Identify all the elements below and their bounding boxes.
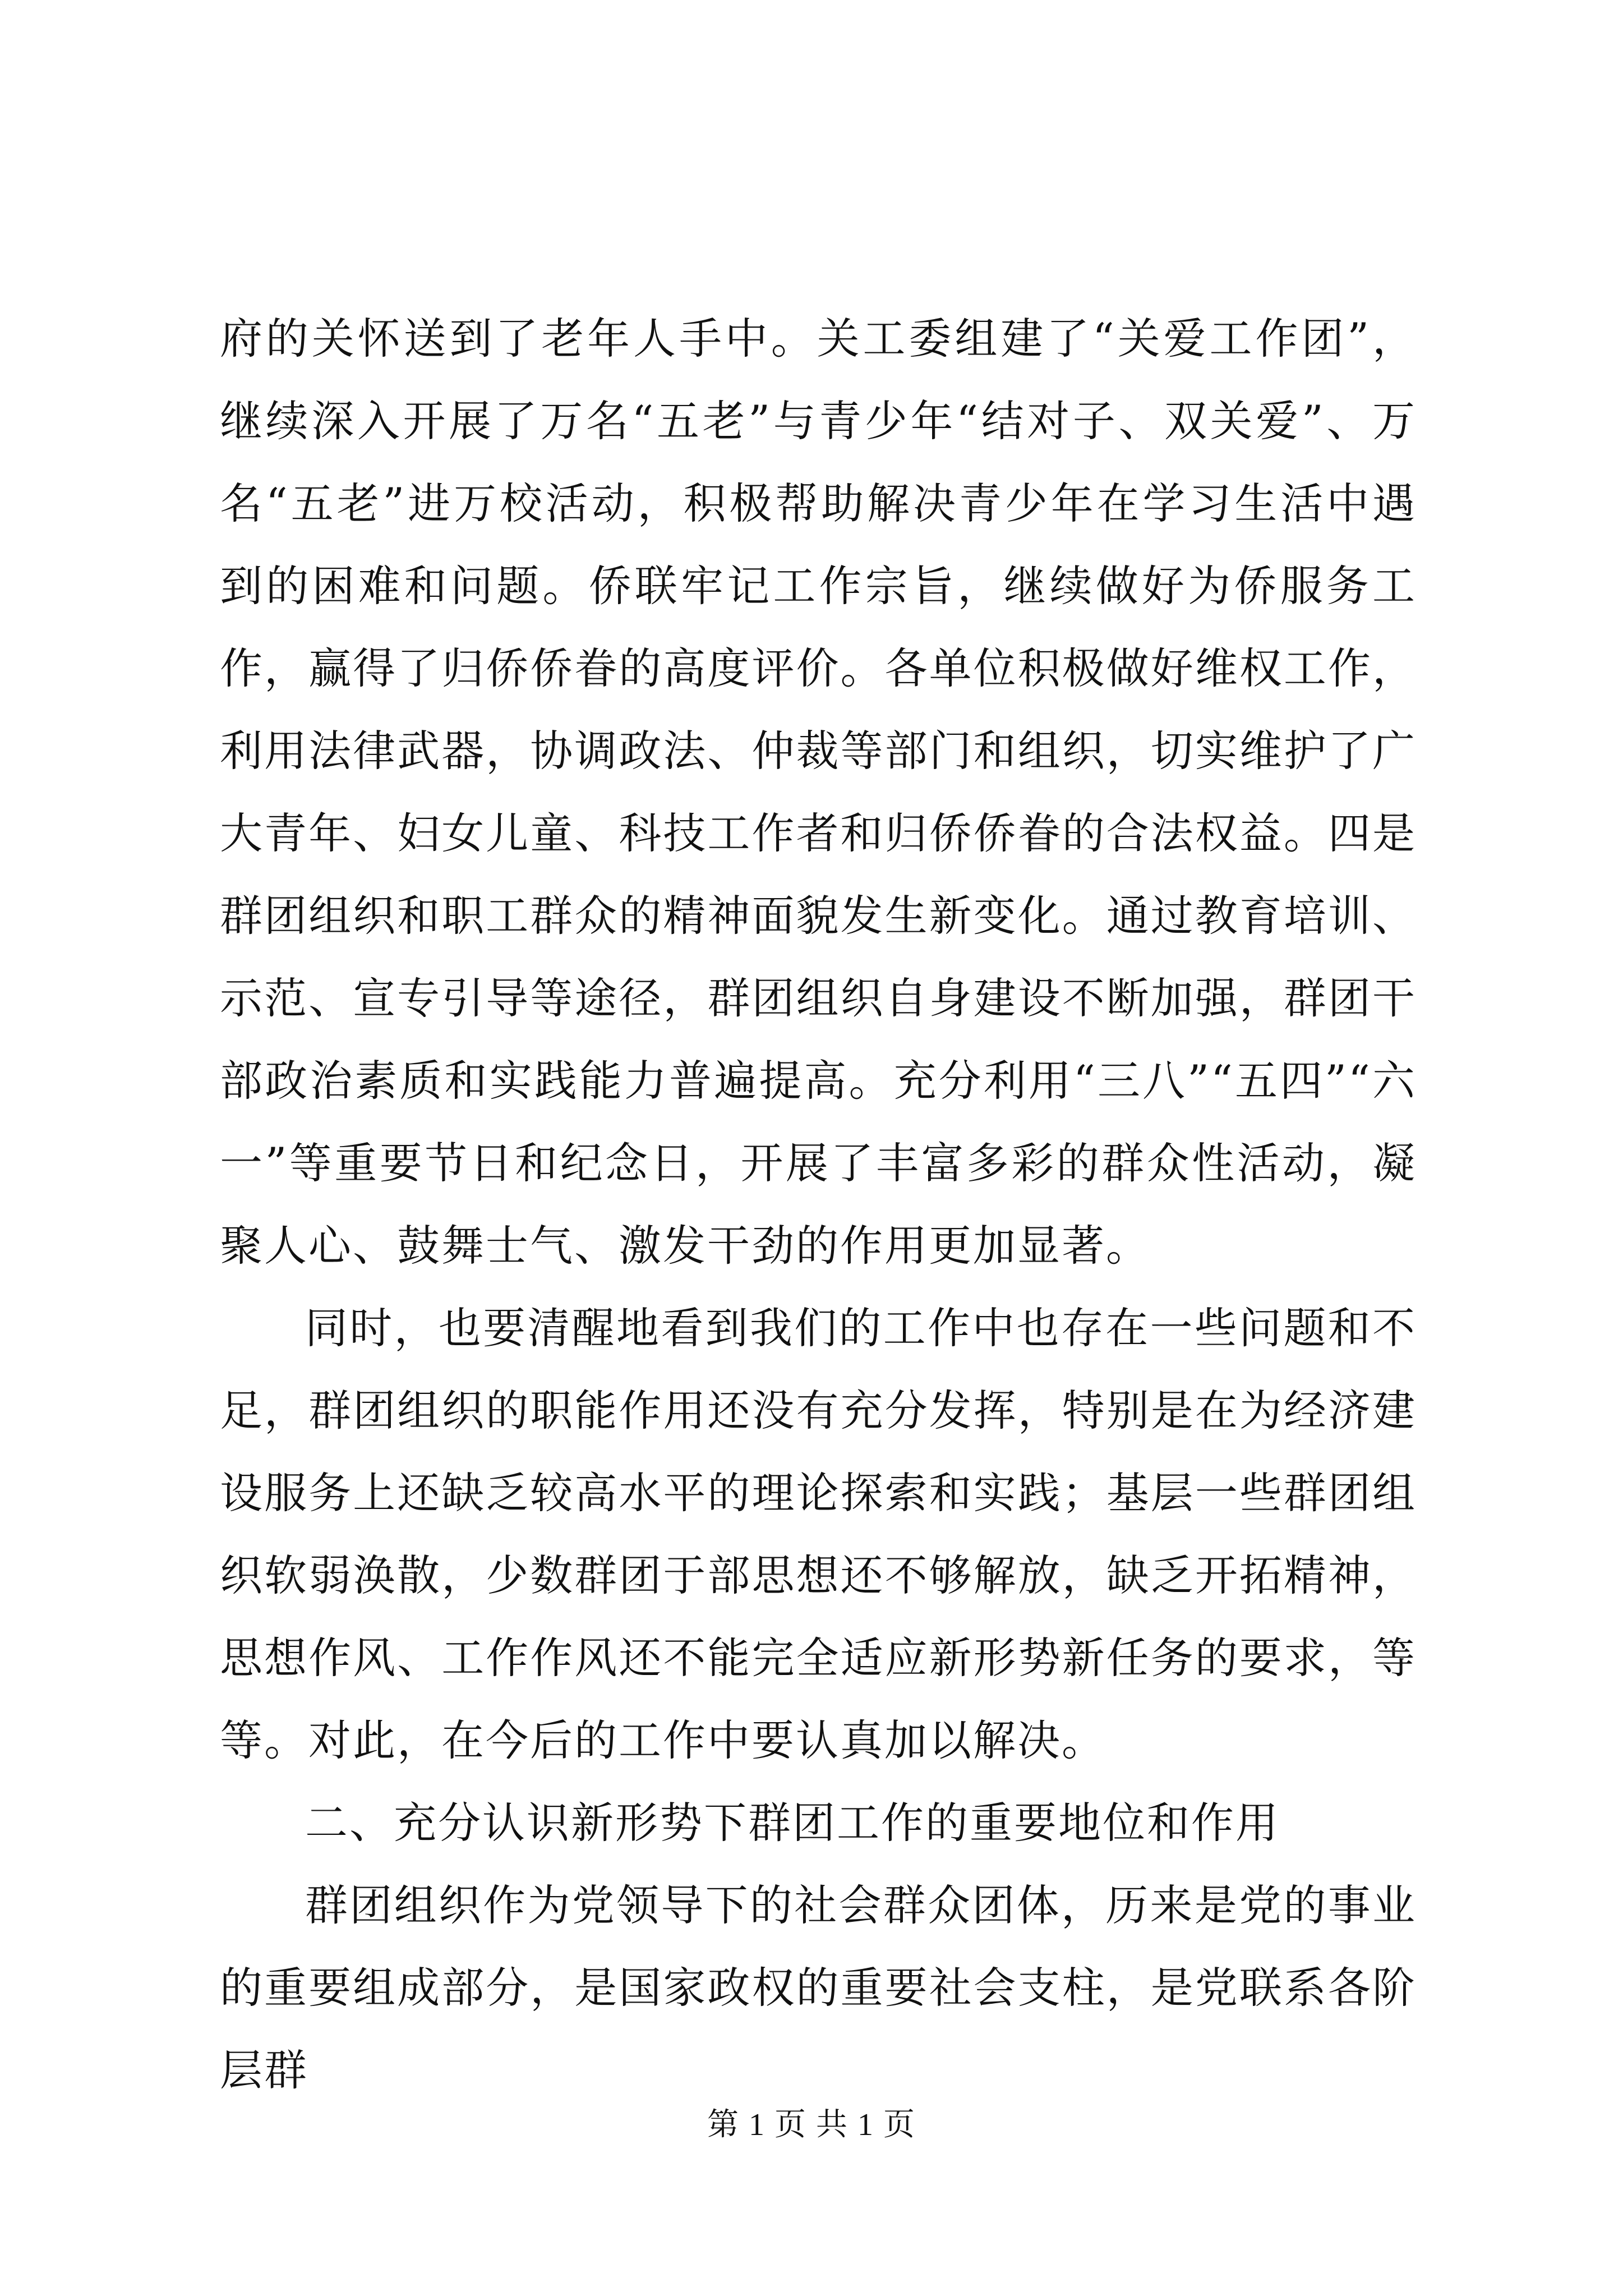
body-paragraph-3: 群团组织作为党领导下的社会群众团体，历来是党的事业的重要组成部分，是国家政权的重要社会支柱，是党联系各阶层群 [220, 1880, 1417, 2095]
page-footer: 第 1 页 共 1 页 [707, 2108, 916, 2142]
document-body [220, 297, 1417, 2111]
body-paragraph-1: 府的关怀送到了老年人手中。关工委组建了“关爱工作团”，继续深入开展了万名“五老”与青少年“结对子、双关爱”、万名“五老”进万校活动，积极帮助解决青少年在学习生活中遇到的困难和问题。侨联牢记工作宗旨，继续做好为侨服务工作，赢得了归侨侨眷的高度评价。各单位积极做好维权工作，利用法律武器，协调政法、仲裁等部门和组织，切实维护了广大青年、妇女儿童、科技工作者和归侨侨眷的合法权益。四是群团组织和职工群众的精神面貌发生新变化。通过教育培训、示范、宣专引导等途径，群团组织自身建设不断加强，群团干部政治素质和实践能力普遍提高。充分利用“三八”“五四”“六一”等重要节日和纪念日，开展了丰富多彩的群众性活动，凝聚人心、鼓舞士气、激发干劲的作用更加显著。 [220, 314, 1417, 1271]
section-heading: 二、充分认识新形势下群团工作的重要地位和作用 [305, 1798, 1280, 1848]
body-paragraph-2: 同时，也要清醒地看到我们的工作中也存在一些问题和不足，群团组织的职能作用还没有充分发挥，特别是在为经济建设服务上还缺乏较高水平的理论探索和实践；基层一些群团组织软弱涣散，少数群团于部思想还不够解放，缺乏开拓精神，思想作风、工作作风还不能完全适应新形势新任务的要求，等等。对此，在今后的工作中要认真加以解决。 [220, 1303, 1417, 1765]
